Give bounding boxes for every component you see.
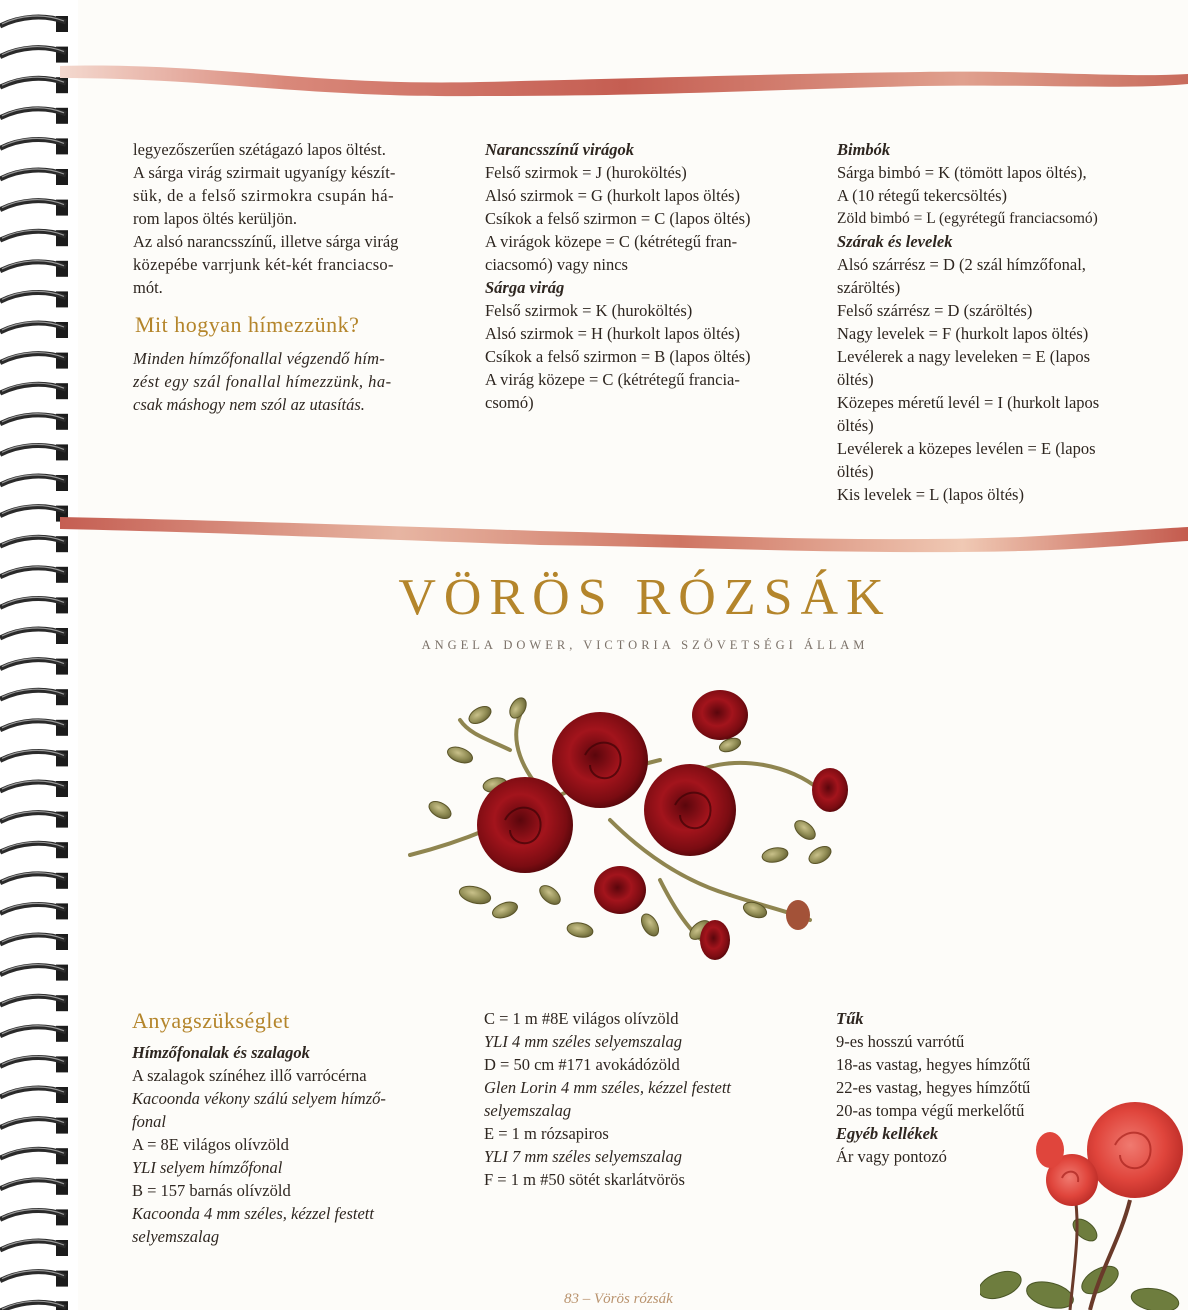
text-line: Alsó szirmok = H (hurkolt lapos öltés) [485,324,740,343]
note-paragraph [133,347,453,416]
text-line: száröltés) [837,278,901,297]
text-line: Kis levelek = L (lapos öltés) [837,485,1024,504]
text-line: selyemszalag [132,1227,220,1246]
text-line: Zöld bimbó = L (egyrétegű franciacsomó) [837,210,1098,227]
text-line: A virágok közepe = C (kétrétegű fran- [485,232,738,251]
text-line: 22-es vastag, hegyes hímzőtű [836,1078,1031,1097]
text-line: Ár vagy pontozó [836,1147,947,1166]
text-line: Az alsó narancsszínű, illetve sárga virág [133,232,399,251]
top-middle-column [485,138,815,414]
text-line: Felső szirmok = J (huroköltés) [485,163,687,182]
text-line: fonal [132,1112,166,1131]
text-line: YLI 7 mm széles selyemszalag [484,1147,682,1166]
text-line: ciacsomó) vagy nincs [485,255,628,274]
text-line: Glen Lorin 4 mm széles, kézzel festett [484,1078,732,1097]
text-line: E = 1 m rózsapiros [484,1124,609,1143]
section-heading-how-to: Mit hogyan hímezzünk? [135,312,360,337]
text-line: Alsó szirmok = G (hurkolt lapos öltés) [485,186,740,205]
text-line: Csíkok a felső szirmon = C (lapos öltés) [485,209,751,228]
text-line: 9-es hosszú varrótű [836,1032,965,1051]
text-line: 18-as vastag, hegyes hímzőtű [836,1055,1031,1074]
text-line: mót. [133,278,163,297]
section-heading-materials: Anyagszükséglet [132,1008,290,1033]
top-right-column [837,138,1167,506]
text-line: Csíkok a felső szirmon = B (lapos öltés) [485,347,751,366]
text-line: zést egy szál fonallal hímezzünk, ha- [133,372,392,391]
subheading-other-supplies: Egyéb kellékek [836,1124,939,1143]
text-line: Felső szirmok = K (huroköltés) [485,301,693,320]
text-line: rom lapos öltés kerüljön. [133,209,298,228]
page-title: VÖRÖS RÓZSÁK [398,569,892,626]
text-line: A (10 rétegű tekercsöltés) [837,186,1007,205]
text-line: közepébe varrjunk két-két franciacso- [133,255,394,274]
text-line: A virág közepe = C (kétrétegű francia- [485,370,740,389]
text-line: legyezőszerűen szétágazó lapos öltést. [133,140,386,159]
corner-rose-image [980,1100,1188,1310]
text-line: YLI selyem hímzőfonal [132,1158,283,1177]
subheading-buds: Bimbók [837,140,891,159]
text-line: Nagy levelek = F (hurkolt lapos öltés) [837,324,1089,343]
author-line: ANGELA DOWER, VICTORIA SZÖVETSÉGI ÁLLAM [421,638,869,652]
text-line: sük, de a felső szirmokra csupán há- [133,186,395,205]
text-line: csomó) [485,393,534,412]
text-line: Felső szárrész = D (száröltés) [837,301,1033,320]
text-line: Közepes méretű levél = I (hurkolt lapos [837,393,1100,412]
text-line: YLI 4 mm széles selyemszalag [484,1032,682,1051]
text-line: Kacoonda vékony szálú selyem hímző- [132,1089,386,1108]
text-line: öltés) [837,416,874,435]
text-line: Levélerek a közepes levélen = E (lapos [837,439,1096,458]
text-line: A szalagok színéhez illő varrócérna [132,1066,367,1085]
middle-ribbon [60,505,1188,565]
text-line: öltés) [837,370,874,389]
text-line: B = 157 barnás olívzöld [132,1181,291,1200]
text-line: 20-as tompa végű merkelőtű [836,1101,1025,1120]
subheading-yellow-flower: Sárga virág [485,278,565,297]
subheading-needles: Tűk [836,1009,864,1028]
text-line: Alsó szárrész = D (2 szál hímzőfonal, [837,255,1086,274]
intro-paragraph [133,138,453,230]
materials-middle-column [484,1007,814,1191]
rose-embroidery-image [400,680,880,970]
text-line: D = 50 cm #171 avokádózöld [484,1055,680,1074]
top-ribbon [60,52,1188,112]
text-line: selyemszalag [484,1101,572,1120]
top-left-column [133,138,453,299]
subheading-orange-flowers: Narancsszínű virágok [485,140,634,159]
text-line: F = 1 m #50 sötét skarlátvörös [484,1170,685,1189]
spiral-binding [0,0,78,1310]
text-line: A sárga virág szirmait ugyanígy készít- [133,163,396,182]
text-line: Kacoonda 4 mm széles, kézzel festett [132,1204,374,1223]
text-line: öltés) [837,462,874,481]
text-line: Levélerek a nagy leveleken = E (lapos [837,347,1091,366]
text-line: C = 1 m #8E világos olívzöld [484,1009,679,1028]
subheading-stems-leaves: Szárak és levelek [837,232,953,251]
text-line: Sárga bimbó = K (tömött lapos öltés), [837,163,1087,182]
subheading-threads-ribbons: Hímzőfonalak és szalagok [132,1043,310,1062]
page-footer: 83 – Vörös rózsák [564,1291,673,1307]
text-line: csak máshogy nem szól az utasítás. [133,395,365,414]
materials-left-column [132,1041,462,1248]
text-line: A = 8E világos olívzöld [132,1135,289,1154]
text-line: Minden hímzőfonallal végzendő hím- [133,349,385,368]
center-paragraph [133,230,453,299]
